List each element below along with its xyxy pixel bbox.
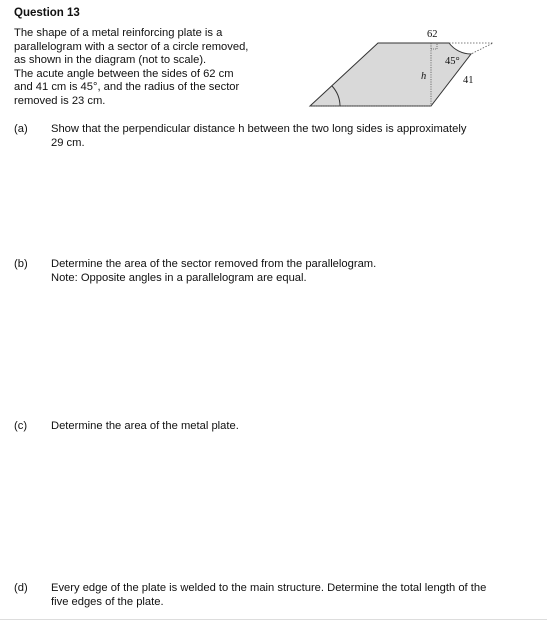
intro-line: The acute angle between the sides of 62 cm	[14, 67, 234, 80]
intro-line: removed is 23 cm.	[14, 94, 106, 107]
question-title: Question 13	[14, 7, 80, 19]
part-text-line: Every edge of the plate is welded to the main structure. Determine the total length of the	[51, 582, 487, 594]
intro-line: and 41 cm is 45°, and the radius of the sector	[14, 81, 240, 94]
part-text-line: Show that the perpendicular distance h between the two long sides is approximately	[51, 123, 467, 135]
intro-line: parallelogram with a sector of a circle removed,	[14, 40, 249, 53]
question-intro	[14, 27, 274, 109]
part-text-line: Determine the area of the metal plate.	[51, 420, 239, 432]
page-bottom-divider	[0, 619, 547, 620]
part-label: (c)	[14, 420, 28, 432]
side-length-label: 41	[463, 75, 474, 86]
part-text-line: 29 cm.	[51, 136, 85, 149]
intro-line: as shown in the diagram (not to scale).	[14, 54, 207, 67]
part-label: (b)	[14, 258, 28, 270]
height-label: h	[421, 71, 427, 82]
angle-label: 45°	[445, 56, 460, 67]
part-text-line: five edges of the plate.	[51, 595, 164, 608]
plate-shape	[310, 43, 471, 106]
intro-line: The shape of a metal reinforcing plate is a	[14, 27, 223, 39]
parallelogram-diagram	[300, 22, 510, 114]
part-text-line: Determine the area of the sector removed from the parallelogram.	[51, 258, 377, 270]
part-label: (a)	[14, 123, 28, 135]
part-text-line: Note: Opposite angles in a parallelogram are equal.	[51, 271, 307, 284]
top-length-label: 62	[427, 29, 438, 40]
part-label: (d)	[14, 582, 28, 594]
